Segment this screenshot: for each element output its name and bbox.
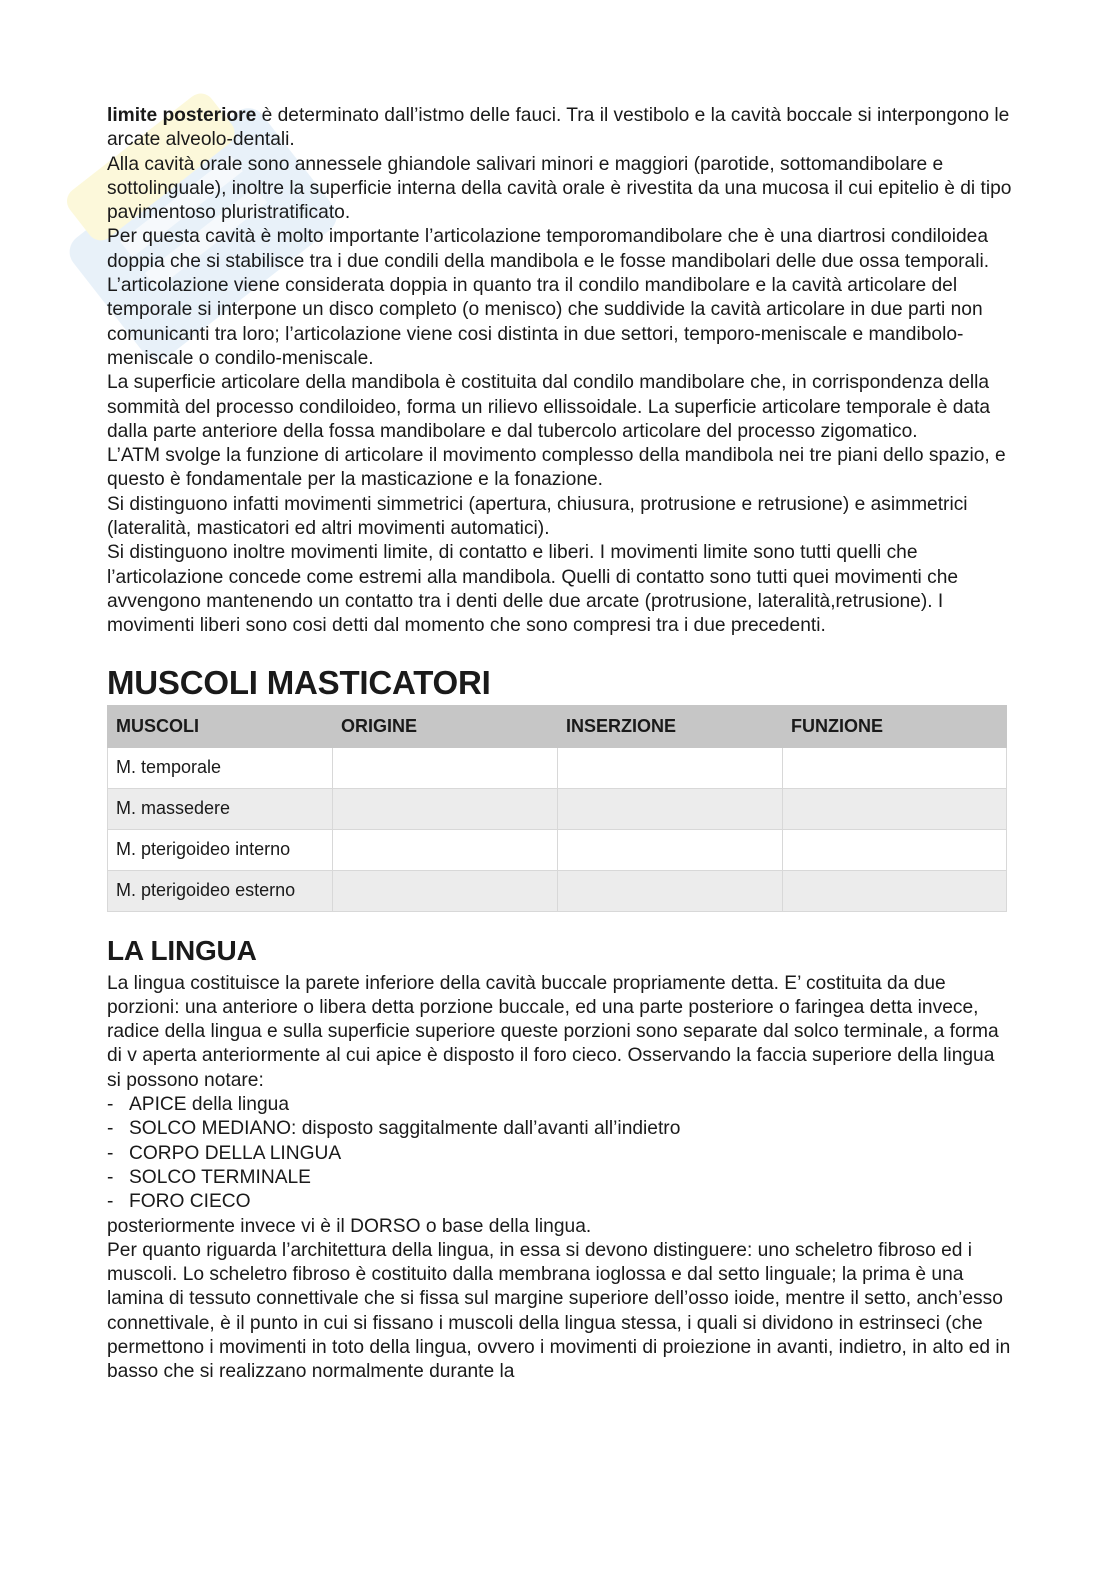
table-cell: [783, 829, 1007, 870]
lingua-paragraph-2: posteriormente invece vi è il DORSO o base della lingua.: [107, 1215, 592, 1237]
intro-paragraph-4: La superficie articolare della mandibola è costituita dal condilo mandibolare che, in corrispondenza della sommità del processo condiloideo, forma un rilievo ellissoidale. La superficie articolare temporale è data dalla parte anteriore della fossa mandibolare e dal tubercolo articolare del processo zigomatico.: [107, 372, 991, 442]
table-cell: [333, 829, 558, 870]
table-cell: [783, 747, 1007, 788]
muscoli-section-title: MUSCOLI MASTICATORI: [107, 663, 491, 701]
list-item: - FORO CIECO: [107, 1190, 1012, 1214]
table-header-cell: FUNZIONE: [783, 705, 1007, 747]
muscoli-table: [107, 705, 1007, 912]
lingua-feature-list: [107, 1093, 1012, 1214]
table-cell: M. pterigoideo interno: [108, 829, 333, 870]
table-row: [108, 788, 1007, 829]
intro-paragraph-3: Per questa cavità è molto importante l’articolazione temporomandibolare che è una diartrosi condiloidea doppia che si stabilisce tra i due condili della mandibola e le fosse mandibolari delle due ossa temporali. L’articolazione viene considerata doppia in quanto tra il condilo mandibolare e la cavità articolare del temporale si interpone un disco completo (o menisco) che suddivide la cavità articolare in due parti non comunicanti tra loro; l’articolazione viene cosi distinta in due settori, temporo-meniscale e mandibolo-meniscale o condilo-meniscale.: [107, 226, 990, 369]
table-cell: [783, 870, 1007, 911]
lingua-paragraph-1: La lingua costituisce la parete inferiore della cavità buccale propriamente detta. E’ costituita da due porzioni: una anteriore o libera detta porzione buccale, ed una parte posteriore o faringea detta invece, radice della lingua e sulla superficie superiore queste porzioni sono separate dal solco terminale, a forma di v aperta anteriormente al cui apice è disposto il foro cieco. Osservando la faccia superiore della lingua si possono notare:: [107, 972, 999, 1091]
table-cell: [558, 829, 783, 870]
intro-paragraph-6: Si distinguono infatti movimenti simmetrici (apertura, chiusura, protrusione e retrusione) e asimmetrici (lateralità, masticatori ed altri movimenti automatici).: [107, 493, 968, 540]
intro-bold-term: limite posteriore: [107, 105, 257, 126]
lingua-paragraph-3: Per quanto riguarda l’architettura della lingua, in essa si devono distinguere: uno scheletro fibroso ed i muscoli. Lo scheletro fibroso è costituito dalla membrana ioglossa e dal setto linguale; la prima è una lamina di tessuto connettivale che si fissa sul margine superiore dell’osso ioide, mentre il setto, anch’esso connettivale, è il punto in cui si fissano i muscoli della lingua stessa, i quali si dividono in estrinseci (che permettono i movimenti in toto della lingua, ovvero i movimenti di proiezione in avanti, indietro, in alto ed in basso che si realizzano normalmente durante la: [107, 1239, 1011, 1383]
table-cell: [333, 788, 558, 829]
list-item: - SOLCO MEDIANO: disposto saggitalmente dall’avanti all’indietro: [107, 1117, 1012, 1141]
table-header-cell: MUSCOLI: [108, 705, 333, 747]
lingua-section-title: LA LINGUA: [107, 934, 257, 966]
list-item: - SOLCO TERMINALE: [107, 1166, 1012, 1190]
table-cell: [558, 788, 783, 829]
table-cell: M. pterigoideo esterno: [108, 870, 333, 911]
intro-paragraph-2: Alla cavità orale sono annessele ghiandole salivari minori e maggiori (parotide, sottomandibolare e sottolinguale), inoltre la superficie interna della cavità orale è rivestita da una mucosa il cui epitelio è di tipo pavimentoso pluristratificato.: [107, 153, 1012, 224]
table-cell: [333, 747, 558, 788]
table-header-cell: INSERZIONE: [558, 705, 783, 747]
intro-paragraph-1-text: è determinato dall’istmo delle fauci. Tra il vestibolo e la cavità boccale si interpongono le arcate alveolo-dentali.: [107, 105, 1010, 151]
table-row: [108, 870, 1007, 911]
table-cell: [558, 747, 783, 788]
document-page: [107, 104, 1012, 1385]
intro-paragraph-5: L’ATM svolge la funzione di articolare il movimento complesso della mandibola nei tre piani dello spazio, e questo è fondamentale per la masticazione e la fonazione.: [107, 445, 1006, 491]
table-cell: [333, 870, 558, 911]
table-cell: M. massedere: [108, 788, 333, 829]
table-cell: [558, 870, 783, 911]
intro-paragraph-1: [107, 104, 1012, 153]
list-item: - CORPO DELLA LINGUA: [107, 1142, 1012, 1166]
table-header-cell: ORIGINE: [333, 705, 558, 747]
table-header-row: [108, 705, 1007, 747]
intro-paragraph-7: Si distinguono inoltre movimenti limite, di contatto e liberi. I movimenti limite sono tutti quelli che l’articolazione concede come estremi alla mandibola. Quelli di contatto sono tutti quei movimenti che avvengono mantenendo un contatto tra i denti delle due arcate (protrusione, lateralità,retrusione). I movimenti liberi sono cosi detti dal momento che sono compresi tra i due precedenti.: [107, 542, 959, 637]
table-cell: M. temporale: [108, 747, 333, 788]
table-row: [108, 747, 1007, 788]
list-item: - APICE della lingua: [107, 1093, 1012, 1117]
table-row: [108, 829, 1007, 870]
table-cell: [783, 788, 1007, 829]
